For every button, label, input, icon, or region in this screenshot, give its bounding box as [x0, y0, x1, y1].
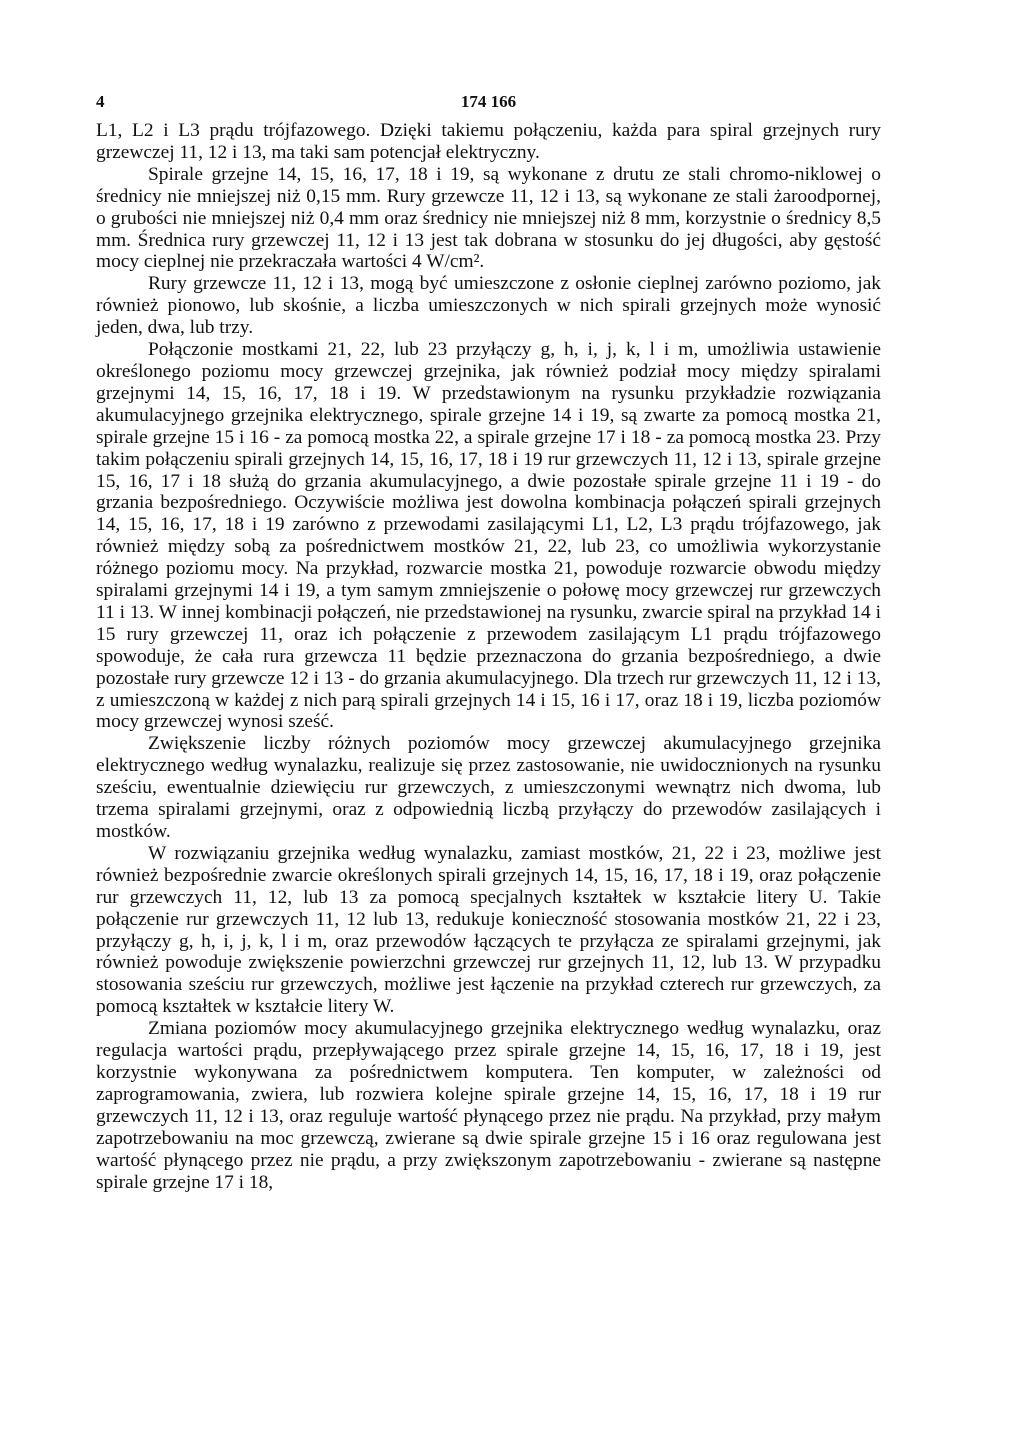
body-text: [96, 120, 881, 1193]
document-page: [96, 92, 881, 1193]
paragraph: W rozwiązaniu grzejnika według wynalazku, zamiast mostków, 21, 22 i 23, możliwe jest również bezpośrednie zwarcie określonych spirali grzejnych 14, 15, 16, 17, 18 i 19, oraz połączenie rur grzewczych 11, 12, lub 13 za pomocą specjalnych kształtek w kształcie litery U. Takie połączenie rur grzewczych 11, 12 lub 13, redukuje konieczność stosowania mostków 21, 22 i 23, przyłączy g, h, i, j, k, l i m, oraz przewodów łączących te przyłącza ze spiralami grzejnymi, jak również powoduje zwiększenie powierzchni grzewczej rur grzejnych 11, 12, lub 13. W przypadku stosowania sześciu rur grzewczych, możliwe jest łączenie na przykład czterech rur grzewczych, za pomocą kształtek w kształcie litery W.: [96, 842, 881, 1018]
page-number: 4: [96, 92, 105, 111]
paragraph: Zmiana poziomów mocy akumulacyjnego grzejnika elektrycznego według wynalazku, oraz regulacja wartości prądu, przepływającego przez spirale grzejne 14, 15, 16, 17, 18 i 19, jest korzystnie wykonywana za pośrednictwem komputera. Ten komputer, w zależności od zaprogramowania, zwiera, lub rozwiera kolejne spirale grzejne 14, 15, 16, 17, 18 i 19 rur grzewczych 11, 12 i 13, oraz reguluje wartość płynącego przez nie prądu. Na przykład, przy małym zapotrzebowaniu na moc grzewczą, zwierane są dwie spirale grzejne 15 i 16 oraz regulowana jest wartość płynącego przez nie prądu, a przy zwiększonym zapotrzebowaniu - zwierane są następne spirale grzejne 17 i 18,: [96, 1018, 881, 1193]
page-header: [96, 92, 881, 120]
paragraph: Spirale grzejne 14, 15, 16, 17, 18 i 19, są wykonane z drutu ze stali chromo-niklowej o średnicy nie mniejszej niż 0,15 mm. Rury grzewcze 11, 12 i 13, są wykonane ze stali żaroodpornej, o grubości nie mniejszej niż 0,4 mm oraz średnicy nie mniejszej niż 8 mm, korzystnie o średnicy 8,5 mm. Średnica rury grzewczej 11, 12 i 13 jest tak dobrana w stosunku do jej długości, aby gęstość mocy cieplnej nie przekraczała wartości 4 W/cm².: [96, 163, 881, 273]
patent-number: 174 166: [460, 92, 517, 111]
paragraph: Zwiększenie liczby różnych poziomów mocy grzewczej akumulacyjnego grzejnika elektrycznego według wynalazku, realizuje się przez zastosowanie, nie uwidocznionych na rysunku sześciu, ewentualnie dziewięciu rur grzewczych, z umieszczonymi wewnątrz nich dwoma, lub trzema spiralami grzejnymi, oraz z odpowiednią liczbą przyłączy do przewodów zasilających i mostków.: [96, 733, 881, 842]
paragraph: L1, L2 i L3 prądu trójfazowego. Dzięki takiemu połączeniu, każda para spiral grzejnych rury grzewczej 11, 12 i 13, ma taki sam potencjał elektryczny.: [96, 120, 881, 163]
paragraph: Połączonie mostkami 21, 22, lub 23 przyłączy g, h, i, j, k, l i m, umożliwia ustawienie określonego poziomu mocy grzewczej grzejnika, jak również podział mocy między spiralami grzejnymi 14, 15, 16, 17, 18 i 19. W przedstawionym na rysunku przykładzie rozwiązania akumulacyjnego grzejnika elektrycznego, spirale grzejne 14 i 19, są zwarte za pomocą mostka 21, spirale grzejne 15 i 16 - za pomocą mostka 22, a spirale grzejne 17 i 18 - za pomocą mostka 23. Przy takim połączeniu spirali grzejnych 14, 15, 16, 17, 18 i 19 rur grzewczych 11, 12 i 13, spirale grzejne 15, 16, 17 i 18 służą do grzania akumulacyjnego, a dwie pozostałe spirale grzejne 11 i 19 - do grzania bezpośredniego. Oczywiście możliwa jest dowolna kombinacja połączeń spirali grzejnych 14, 15, 16, 17, 18 i 19 zarówno z przewodami zasilającymi L1, L2, L3 prądu trójfazowego, jak również między sobą za pośrednictwem mostków 21, 22, lub 23, co umożliwia wykorzystanie różnego poziomu mocy. Na przykład, rozwarcie mostka 21, powoduje rozwarcie obwodu między spiralami grzejnymi 14 i 19, a tym samym zmniejszenie o połowę mocy grzewczej rur grzewczych 11 i 13. W innej kombinacji połączeń, nie przedstawionej na rysunku, zwarcie spiral na przykład 14 i 15 rury grzewczej 11, oraz ich połączenie z przewodem zasilającym L1 prądu trójfazowego spowoduje, że cała rura grzewcza 11 będzie przeznaczona do grzania bezpośredniego, a dwie pozostałe rury grzewcze 12 i 13 - do grzania akumulacyjnego. Dla trzech rur grzewczych 11, 12 i 13, z umieszczoną w każdej z nich parą spirali grzejnych 14 i 15, 16 i 17, oraz 18 i 19, liczba poziomów mocy grzewczej wynosi sześć.: [96, 339, 881, 733]
paragraph: Rury grzewcze 11, 12 i 13, mogą być umieszczone z osłonie cieplnej zarówno poziomo, jak również pionowo, lub skośnie, a liczba umieszczonych w nich spirali grzejnych może wynosić jeden, dwa, lub trzy.: [96, 273, 881, 339]
